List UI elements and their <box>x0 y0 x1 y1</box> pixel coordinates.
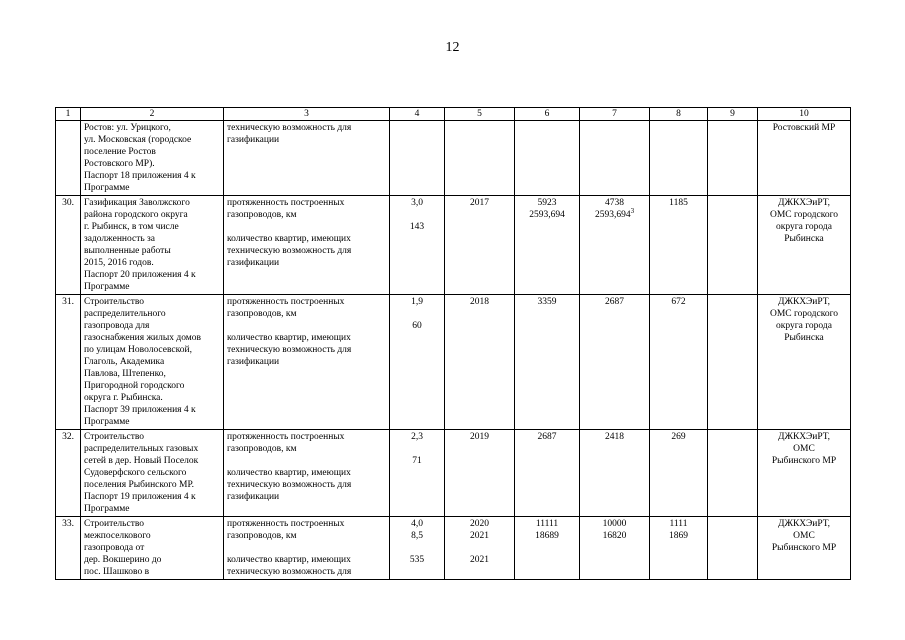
local-budget-value: 269 <box>671 432 686 442</box>
object-name <box>81 430 224 517</box>
column-header: 6 <box>515 108 580 121</box>
column-header: 10 <box>758 108 851 121</box>
object-name-text: Строительство распределительных газовых сетей в дер. Новый Поселок Судоверфского сельского поселения Рыбинского МР. Паспорт 19 приложения 4 к Программе <box>84 432 199 514</box>
executor-cell <box>758 121 851 196</box>
indicator-value-cell <box>390 295 445 430</box>
indicator-value-cell <box>390 121 445 196</box>
indicator-length: протяженность построенных газопроводов, км <box>227 432 345 454</box>
executor-text: ДЖКХЭиРТ, ОМС Рыбинского МР <box>771 519 837 553</box>
regional-budget-value: 2418 <box>605 432 624 442</box>
year-cell <box>445 121 515 196</box>
column-header: 4 <box>390 108 445 121</box>
local-budget-cell <box>650 121 708 196</box>
indicator-length: протяженность построенных газопроводов, км <box>227 519 345 541</box>
executor-cell <box>758 295 851 430</box>
program-table <box>55 107 851 580</box>
regional-budget-value: 2687 <box>605 297 624 307</box>
row-number-text: 32. <box>62 432 74 442</box>
other-sources-cell <box>708 196 758 295</box>
indicator-value-cell <box>390 517 445 580</box>
value-apartments: 71 <box>412 456 422 466</box>
indicator-length: техническую возможность для газификации <box>227 123 352 145</box>
regional-budget-value: 4738 2593,694$^3$ <box>594 198 635 220</box>
column-number-row <box>56 108 851 121</box>
year-cell <box>445 295 515 430</box>
indicator-length: протяженность построенных газопроводов, км <box>227 198 345 220</box>
local-budget-value: 1185 <box>669 198 688 208</box>
page-number: 12 <box>445 40 460 55</box>
year-cell <box>445 430 515 517</box>
regional-budget-cell <box>580 295 650 430</box>
regional-budget-cell <box>580 517 650 580</box>
table-row <box>56 517 851 580</box>
row-number <box>56 295 81 430</box>
executor-text: Ростовский МР <box>772 123 836 133</box>
indicator-value-cell <box>390 196 445 295</box>
year-cell <box>445 196 515 295</box>
column-header: 5 <box>445 108 515 121</box>
row-number-text: 33. <box>62 519 74 529</box>
regional-budget-cell <box>580 196 650 295</box>
column-header: 3 <box>224 108 390 121</box>
total-cost-cell <box>515 196 580 295</box>
indicator-cell <box>224 121 390 196</box>
other-sources-cell <box>708 517 758 580</box>
column-header: 2 <box>81 108 224 121</box>
column-header: 7 <box>580 108 650 121</box>
indicator-cell <box>224 196 390 295</box>
indicator-cell <box>224 430 390 517</box>
executor-cell <box>758 430 851 517</box>
value-apartments: 60 <box>412 321 422 331</box>
local-budget-cell <box>650 196 708 295</box>
other-sources-cell <box>708 430 758 517</box>
row-number <box>56 517 81 580</box>
value-length: 4,0 8,5 <box>411 519 423 541</box>
column-header: 1 <box>56 108 81 121</box>
local-budget-cell <box>650 295 708 430</box>
row-number <box>56 430 81 517</box>
value-apartments: 535 <box>409 555 425 565</box>
indicator-length: протяженность построенных газопроводов, км <box>227 297 345 319</box>
total-cost-value: 11111 18689 <box>535 519 559 541</box>
total-cost-value: 3359 <box>537 297 557 307</box>
table-row <box>56 430 851 517</box>
local-budget-cell <box>650 430 708 517</box>
row-number-text: 30. <box>62 198 74 208</box>
table-row <box>56 121 851 196</box>
local-budget-value: 1111 1869 <box>669 519 688 541</box>
row-number <box>56 196 81 295</box>
total-cost-cell <box>515 430 580 517</box>
indicator-apartments: количество квартир, имеющих техническую возможность для газификации <box>227 234 352 268</box>
object-name <box>81 196 224 295</box>
object-name <box>81 517 224 580</box>
executor-text: ДЖКХЭиРТ, ОМС городского округа города Рыбинска <box>770 198 838 244</box>
indicator-apartments: количество квартир, имеющих техническую возможность для газификации <box>227 333 352 367</box>
local-budget-cell <box>650 517 708 580</box>
table-row <box>56 196 851 295</box>
year-value: 2019 <box>470 432 489 442</box>
local-budget-value: 672 <box>671 297 686 307</box>
column-header: 8 <box>650 108 708 121</box>
total-cost-cell <box>515 517 580 580</box>
object-name-text: Строительство распределительного газопровода для газоснабжения жилых домов по улицам Новолосевской, Глаголь, Академика Павлова, Штепенко, Пригородной городского округа г. Рыбинска. Паспорт 39 приложения 4 к Программе <box>84 297 202 427</box>
row-number <box>56 121 81 196</box>
object-name-text: Газификация Заволжского района городского округа г. Рыбинск, в том числе задолженность за выполненные работы 2015, 2016 годов. Паспорт 20 приложения 4 к Программе <box>84 198 196 292</box>
year-cell <box>445 517 515 580</box>
value-length: 3,0 <box>411 198 423 208</box>
indicator-apartments: количество квартир, имеющих техническую возможность для газификации <box>227 468 352 502</box>
indicator-apartments: количество квартир, имеющих техническую возможность для <box>227 555 352 577</box>
column-header: 9 <box>708 108 758 121</box>
other-sources-cell <box>708 295 758 430</box>
indicator-cell <box>224 517 390 580</box>
total-cost-value: 2687 <box>537 432 557 442</box>
object-name <box>81 121 224 196</box>
total-cost-cell <box>515 121 580 196</box>
footnote-marker: 3 <box>630 206 635 215</box>
value-length: 2,3 <box>411 432 423 442</box>
total-cost-value: 5923 2593,694 <box>529 198 565 220</box>
value-length: 1,9 <box>411 297 423 307</box>
executor-text: ДЖКХЭиРТ, ОМС городского округа города Рыбинска <box>770 297 838 343</box>
regional-budget-value: 10000 16820 <box>602 519 627 541</box>
regional-budget-cell <box>580 121 650 196</box>
regional-budget-cell <box>580 430 650 517</box>
object-name-text: Строительство межпоселкового газопровода от дер. Вокшерино до пос. Шашково в <box>84 519 162 577</box>
year-value: 2017 <box>470 198 489 208</box>
executor-cell <box>758 517 851 580</box>
year-value: 2020 2021 <box>470 519 489 541</box>
table-row <box>56 295 851 430</box>
executor-cell <box>758 196 851 295</box>
row-number-text: 31. <box>62 297 74 307</box>
indicator-cell <box>224 295 390 430</box>
other-sources-cell <box>708 121 758 196</box>
year-value-apartments: 2021 <box>470 555 489 565</box>
total-cost-cell <box>515 295 580 430</box>
object-name <box>81 295 224 430</box>
value-apartments: 143 <box>409 222 425 232</box>
year-value: 2018 <box>470 297 489 307</box>
executor-text: ДЖКХЭиРТ, ОМС Рыбинского МР <box>771 432 837 466</box>
indicator-value-cell <box>390 430 445 517</box>
object-name-text: Ростов: ул. Урицкого, ул. Московская (городское поселение Ростов Ростовского МР). Паспорт 18 приложения 4 к Программе <box>84 123 196 193</box>
